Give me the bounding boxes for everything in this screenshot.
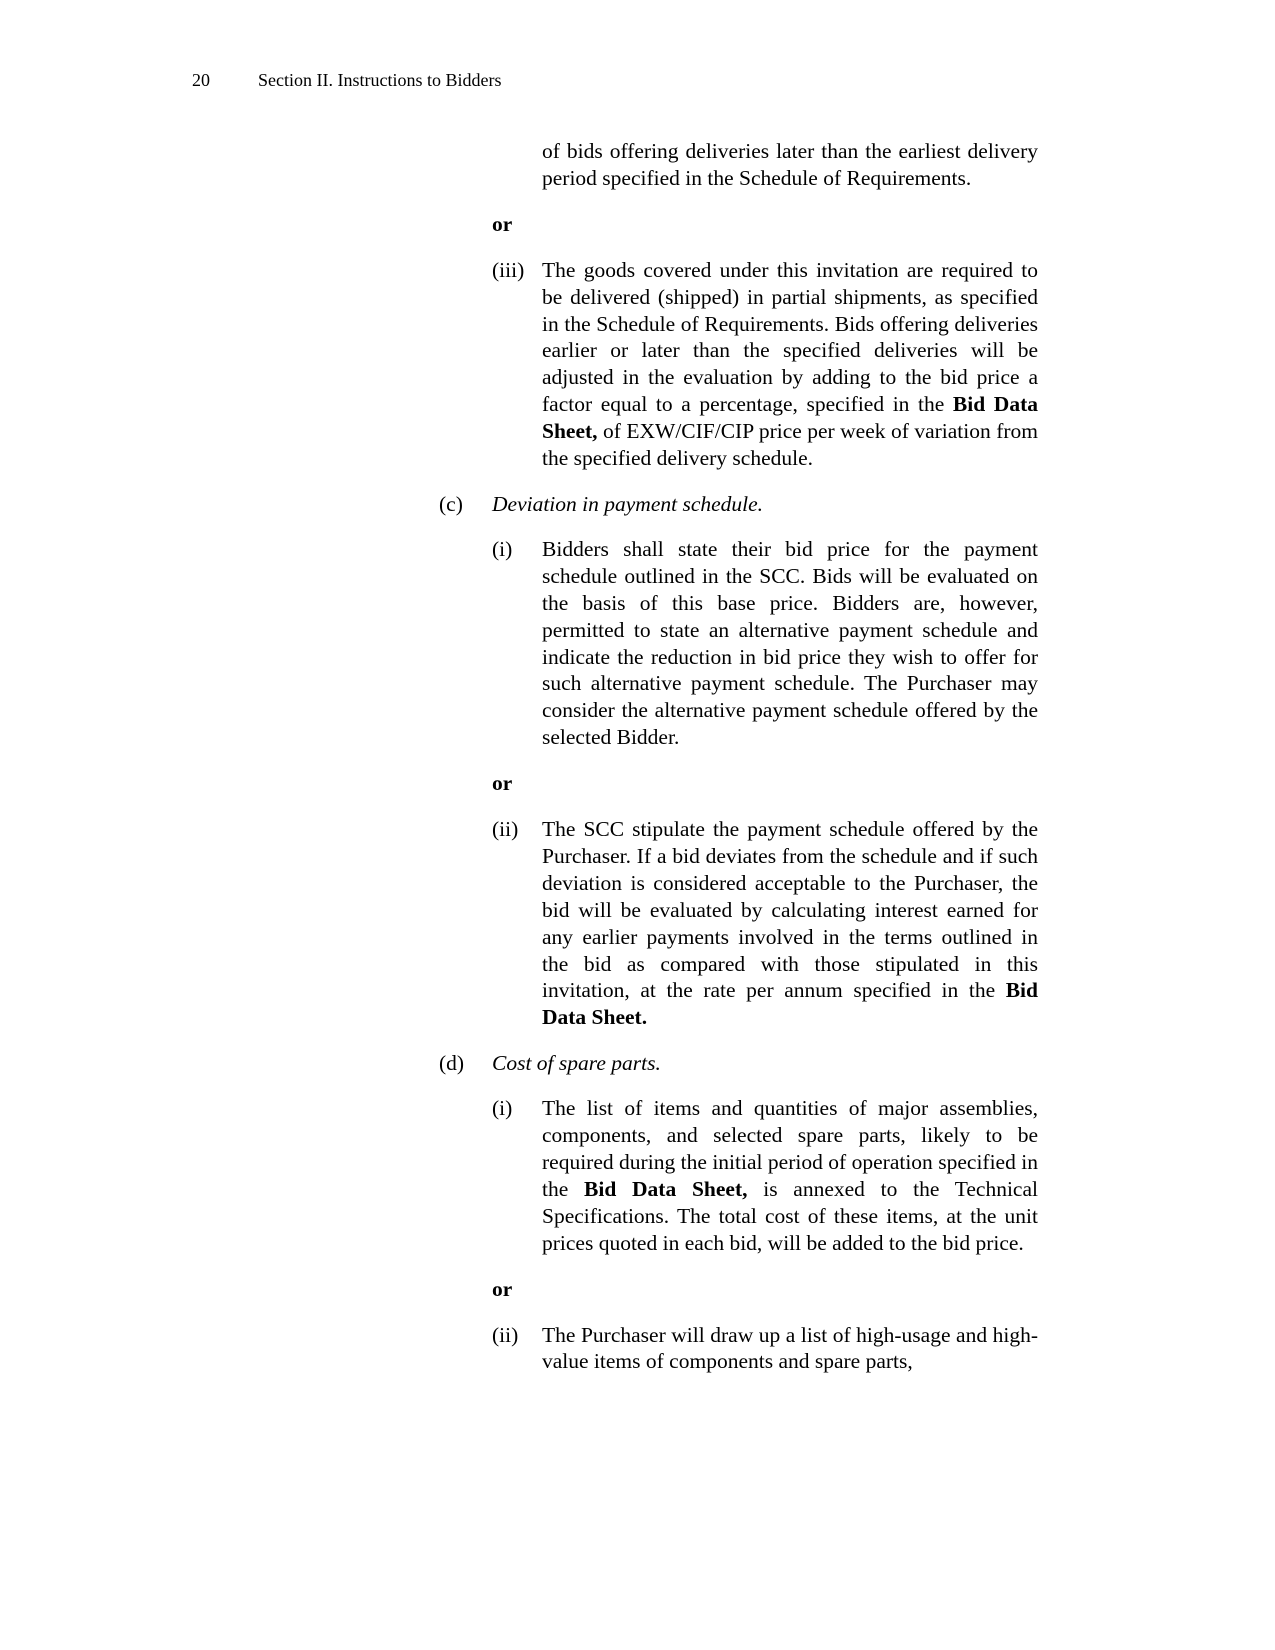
bold-reference: Bid Data Sheet,: [542, 392, 1038, 444]
page-number: 20: [192, 70, 210, 90]
continued-paragraph: of bids offering deliveries later than the earliest delivery period specified in the Schedule of Requirements.: [542, 139, 1038, 190]
or-separator: or: [492, 771, 513, 796]
item-number: (iii): [492, 257, 525, 282]
item-b-iii: [492, 257, 1038, 472]
bold-reference: Bid Data Sheet.: [542, 978, 1038, 1030]
item-d-i: [492, 1095, 1038, 1256]
item-text: is annexed to the Technical Specifications. The total cost of these items, at the unit prices quoted in each bid, will be added to the bid price.: [542, 1176, 1038, 1255]
item-title: Cost of spare parts.: [492, 1051, 661, 1076]
item-c-i: [492, 536, 1038, 751]
item-text: The list of items and quantities of major assemblies, components, and selected spare parts, likely to be required during the initial period of operation specified in the: [542, 1096, 1038, 1201]
item-c-ii: [492, 816, 1038, 1031]
item-title: Deviation in payment schedule.: [492, 491, 764, 516]
bold-reference: Bid Data Sheet,: [584, 1176, 748, 1201]
item-number: (d): [439, 1051, 465, 1076]
document-body: [0, 138, 1275, 1394]
item-text: of EXW/CIF/CIP price per week of variation from the specified delivery schedule.: [542, 419, 1038, 471]
item-number: (c): [439, 491, 463, 516]
item-text: The goods covered under this invitation are required to be delivered (shipped) in partial shipments, as specified in the Schedule of Requirements. Bids offering deliveries earlier or later than the specified deliveries will be adjusted in the evaluation by adding to the bid price a factor equal to a percentage, specified in the: [542, 257, 1038, 417]
item-number: (ii): [492, 817, 519, 842]
item-number: (ii): [492, 1322, 519, 1347]
section-title: Section II. Instructions to Bidders: [258, 70, 502, 90]
item-text: The SCC stipulate the payment schedule offered by the Purchaser. If a bid deviates from the schedule and if such deviation is considered acceptable to the Purchaser, the bid will be evaluated by calculating interest earned for any earlier payments involved in the terms outlined in the bid as compared with those stipulated in this invitation, at the rate per annum specified in the: [542, 817, 1038, 1003]
item-text: The Purchaser will draw up a list of high-usage and high-value items of components and spare parts,: [542, 1322, 1038, 1374]
page-header: [192, 68, 501, 92]
item-number: (i): [492, 536, 513, 561]
or-separator: or: [492, 1276, 513, 1301]
item-text: Bidders shall state their bid price for the payment schedule outlined in the SCC. Bids will be evaluated on the basis of this base price. Bidders are, however, permitted to state an alternative payment schedule and indicate the reduction in bid price they wish to offer for such alternative payment schedule. The Purchaser may consider the alternative payment schedule offered by the selected Bidder.: [542, 536, 1038, 750]
item-c-heading: [439, 491, 1275, 518]
item-number: (i): [492, 1096, 513, 1121]
item-d-heading: [439, 1050, 1275, 1077]
item-d-ii: [492, 1322, 1038, 1376]
or-separator: or: [492, 211, 513, 236]
